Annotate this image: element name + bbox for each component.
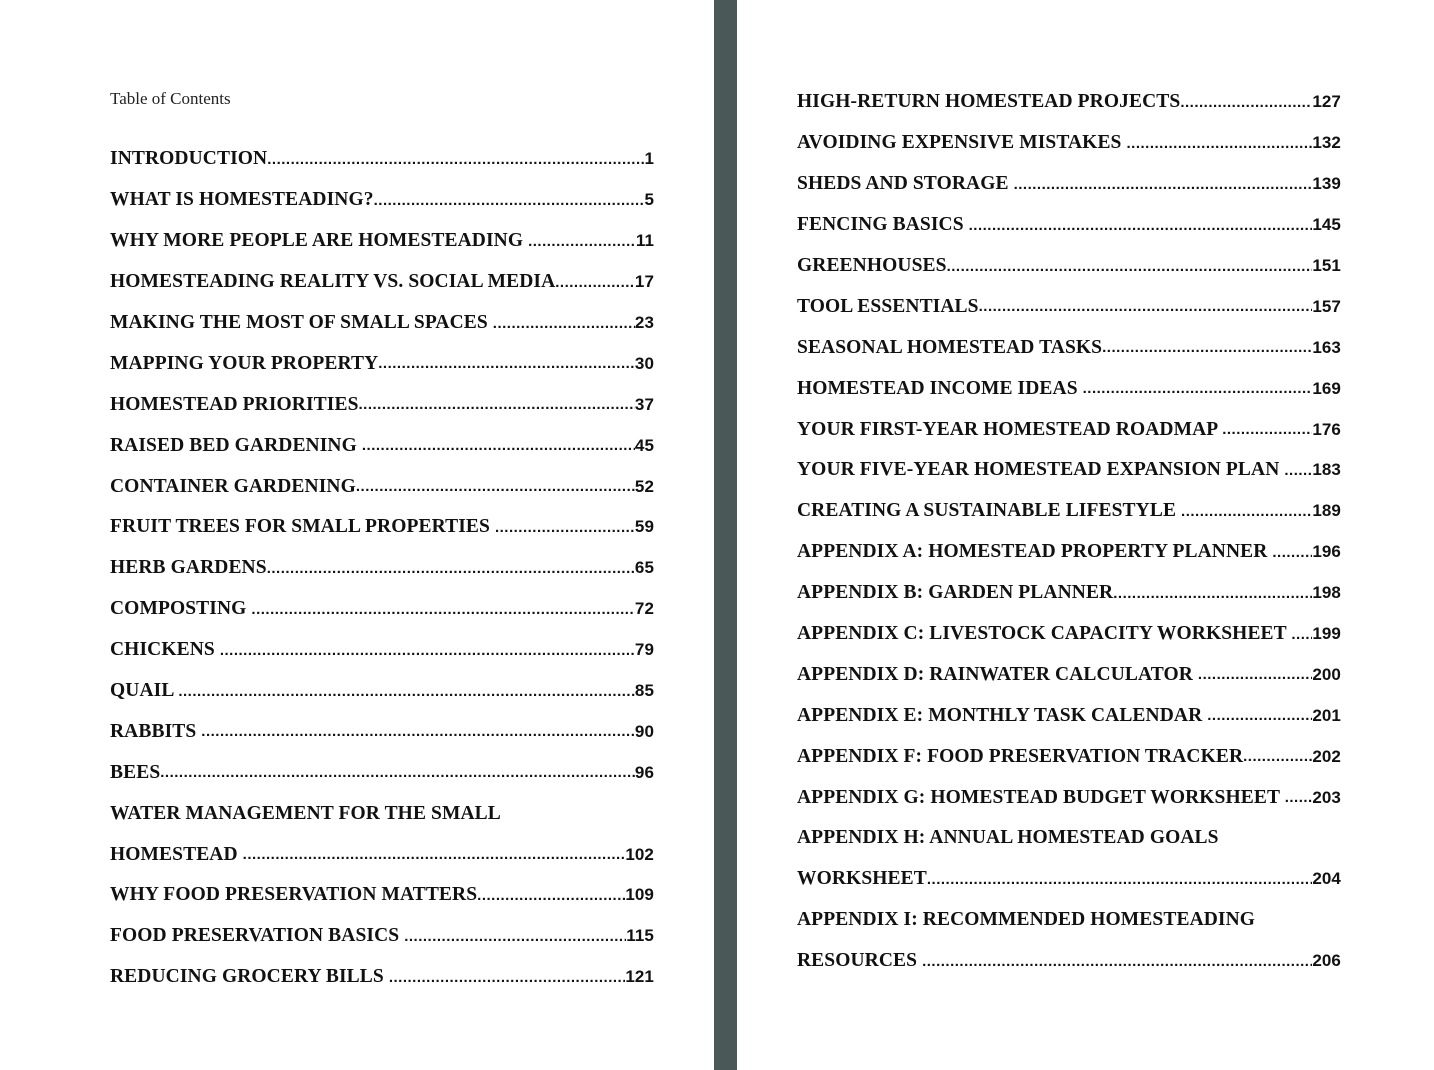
toc-dot-leader	[555, 274, 635, 291]
toc-entry[interactable]	[797, 900, 1341, 941]
toc-entry[interactable]	[110, 548, 654, 589]
toc-list-left	[110, 139, 654, 998]
toc-dot-leader	[1285, 789, 1313, 806]
toc-entry-title: HOMESTEAD PRIORITIES	[110, 393, 359, 415]
toc-dot-leader	[178, 683, 635, 700]
toc-entry-page-number: 90	[634, 721, 654, 741]
toc-entry[interactable]	[110, 384, 654, 425]
toc-entry[interactable]	[797, 286, 1341, 327]
toc-entry[interactable]	[797, 818, 1341, 859]
toc-dot-leader	[160, 764, 635, 781]
toc-entry-page-number: 72	[634, 599, 654, 619]
toc-entry-page-number: 109	[625, 885, 654, 905]
toc-entry-page-number: 17	[634, 272, 654, 292]
toc-entry-title: WORKSHEET	[797, 868, 927, 890]
toc-entry-page-number: 204	[1312, 869, 1341, 889]
toc-entry-title: WATER MANAGEMENT FOR THE SMALL	[110, 802, 501, 824]
toc-entry[interactable]	[797, 941, 1341, 982]
toc-entry[interactable]	[110, 180, 654, 221]
toc-entry-page-number: 183	[1312, 460, 1341, 480]
right-page	[737, 0, 1434, 1070]
toc-dot-leader	[1126, 135, 1312, 152]
toc-entry[interactable]	[797, 368, 1341, 409]
toc-entry[interactable]	[110, 711, 654, 752]
toc-entry-title: TOOL ESSENTIALS	[797, 295, 979, 317]
toc-entry[interactable]	[110, 425, 654, 466]
toc-entry-title: BEES	[110, 761, 161, 783]
toc-entry-page-number: 196	[1312, 542, 1341, 562]
toc-dot-leader	[1083, 380, 1313, 397]
toc-entry-page-number: 200	[1312, 664, 1341, 684]
toc-entry-title: APPENDIX D: RAINWATER CALCULATOR	[797, 663, 1198, 685]
toc-dot-leader	[1113, 585, 1312, 602]
toc-entry[interactable]	[797, 123, 1341, 164]
toc-entry[interactable]	[797, 82, 1341, 123]
toc-entry-title: FENCING BASICS	[797, 214, 969, 236]
toc-entry[interactable]	[797, 164, 1341, 205]
toc-entry-page-number: 45	[634, 435, 654, 455]
toc-entry-page-number: 169	[1312, 378, 1341, 398]
toc-dot-leader	[404, 928, 626, 945]
toc-entry[interactable]	[110, 671, 654, 712]
toc-entry-page-number: 127	[1312, 92, 1341, 112]
toc-dot-leader	[359, 396, 635, 413]
toc-entry-title: SHEDS AND STORAGE	[797, 173, 1014, 195]
toc-entry-page-number: 37	[634, 394, 654, 414]
toc-entry[interactable]	[110, 916, 654, 957]
toc-entry-page-number: 176	[1312, 419, 1341, 439]
toc-entry[interactable]	[110, 589, 654, 630]
toc-entry-title: HOMESTEAD INCOME IDEAS	[797, 377, 1083, 399]
toc-entry-title: MAPPING YOUR PROPERTY	[110, 352, 379, 374]
toc-entry-title: APPENDIX E: MONTHLY TASK CALENDAR	[797, 704, 1208, 726]
toc-dot-leader	[201, 723, 635, 740]
toc-dot-leader	[267, 560, 635, 577]
toc-entry-title: INTRODUCTION	[110, 148, 268, 170]
toc-entry-page-number: 11	[635, 231, 654, 251]
toc-entry[interactable]	[110, 630, 654, 671]
toc-entry-title: HOMESTEADING REALITY VS. SOCIAL MEDIA	[110, 271, 556, 293]
toc-entry-title: APPENDIX C: LIVESTOCK CAPACITY WORKSHEET	[797, 623, 1292, 645]
toc-entry-title: YOUR FIRST-YEAR HOMESTEAD ROADMAP	[797, 418, 1223, 440]
toc-entry[interactable]	[110, 221, 654, 262]
toc-entry[interactable]	[110, 139, 654, 180]
toc-entry-page-number: 115	[626, 926, 654, 946]
toc-entry[interactable]	[797, 450, 1341, 491]
toc-entry-page-number: 121	[625, 967, 654, 987]
toc-entry-page-number: 163	[1312, 337, 1341, 357]
toc-entry[interactable]	[797, 491, 1341, 532]
toc-dot-leader	[495, 519, 635, 536]
toc-entry-title: APPENDIX I: RECOMMENDED HOMESTEADING	[797, 909, 1256, 931]
toc-entry-page-number: 139	[1312, 174, 1341, 194]
toc-entry[interactable]	[797, 859, 1341, 900]
toc-entry-page-number: 85	[634, 681, 654, 701]
toc-entry-page-number: 206	[1312, 951, 1341, 971]
toc-entry[interactable]	[110, 507, 654, 548]
toc-entry-page-number: 1	[644, 149, 654, 169]
toc-entry-title: REDUCING GROCERY BILLS	[110, 966, 389, 988]
toc-entry-title: APPENDIX B: GARDEN PLANNER	[797, 582, 1114, 604]
toc-dot-leader	[1222, 421, 1312, 438]
toc-entry-page-number: 132	[1312, 133, 1341, 153]
toc-entry-title: CREATING A SUSTAINABLE LIFESTYLE	[797, 500, 1182, 522]
toc-entry-title: APPENDIX H: ANNUAL HOMESTEAD GOALS	[797, 827, 1219, 849]
toc-dot-leader	[1272, 544, 1312, 561]
toc-dot-leader	[220, 642, 635, 659]
toc-entry[interactable]	[110, 752, 654, 793]
toc-dot-leader	[1207, 707, 1312, 724]
toc-dot-leader	[477, 887, 625, 904]
toc-entry-title: APPENDIX A: HOMESTEAD PROPERTY PLANNER	[797, 541, 1273, 563]
toc-dot-leader	[378, 355, 635, 372]
book-gutter	[714, 0, 737, 1070]
toc-dot-leader	[947, 258, 1313, 275]
toc-entry-title: RESOURCES	[797, 950, 923, 972]
toc-dot-leader	[374, 192, 645, 209]
toc-dot-leader	[356, 478, 635, 495]
toc-entry[interactable]	[110, 343, 654, 384]
toc-dot-leader	[1284, 462, 1312, 479]
toc-entry[interactable]	[797, 695, 1341, 736]
toc-entry[interactable]	[110, 303, 654, 344]
toc-entry-title: APPENDIX G: HOMESTEAD BUDGET WORKSHEET	[797, 786, 1285, 808]
toc-dot-leader	[389, 969, 626, 986]
toc-entry-page-number: 199	[1312, 624, 1341, 644]
toc-entry-title: FRUIT TREES FOR SMALL PROPERTIES	[110, 516, 495, 538]
toc-dot-leader	[528, 233, 636, 250]
toc-dot-leader	[493, 315, 635, 332]
toc-dot-leader	[1291, 626, 1312, 643]
toc-entry[interactable]	[110, 875, 654, 916]
toc-entry[interactable]	[797, 205, 1341, 246]
toc-entry-title: COMPOSTING	[110, 598, 252, 620]
toc-entry-page-number: 201	[1312, 705, 1341, 725]
toc-entry-page-number: 102	[625, 844, 654, 864]
toc-entry[interactable]	[797, 409, 1341, 450]
toc-entry-title: HIGH-RETURN HOMESTEAD PROJECTS	[797, 91, 1181, 113]
toc-entry-title: HOMESTEAD	[110, 843, 243, 865]
toc-dot-leader	[1243, 748, 1312, 765]
toc-entry-page-number: 202	[1312, 746, 1341, 766]
toc-entry-title: RABBITS	[110, 720, 202, 742]
toc-entry-title: APPENDIX F: FOOD PRESERVATION TRACKER	[797, 745, 1244, 767]
toc-entry-title: WHY MORE PEOPLE ARE HOMESTEADING	[110, 230, 529, 252]
toc-entry-page-number: 59	[634, 517, 654, 537]
toc-entry-page-number: 65	[634, 558, 654, 578]
toc-entry-title: GREENHOUSES	[797, 255, 947, 276]
toc-entry-page-number: 52	[634, 476, 654, 496]
toc-entry[interactable]	[110, 793, 654, 834]
toc-entry[interactable]	[797, 246, 1341, 287]
toc-entry-page-number: 96	[634, 762, 654, 782]
toc-entry-title: AVOIDING EXPENSIVE MISTAKES	[797, 132, 1127, 154]
toc-entry-title: YOUR FIVE-YEAR HOMESTEAD EXPANSION PLAN	[797, 459, 1285, 481]
toc-dot-leader	[1198, 666, 1312, 683]
toc-dot-leader	[969, 217, 1313, 234]
toc-entry-page-number: 151	[1312, 256, 1341, 275]
toc-entry[interactable]	[797, 327, 1341, 368]
toc-entry[interactable]	[797, 573, 1341, 614]
toc-entry[interactable]	[797, 777, 1341, 818]
toc-dot-leader	[979, 298, 1313, 315]
toc-entry-page-number: 198	[1312, 583, 1341, 603]
toc-entry[interactable]	[110, 466, 654, 507]
toc-dot-leader	[1181, 503, 1312, 520]
toc-entry-title: MAKING THE MOST OF SMALL SPACES	[110, 312, 493, 333]
toc-entry-title: FOOD PRESERVATION BASICS	[110, 925, 405, 947]
toc-entry[interactable]	[797, 532, 1341, 573]
toc-entry-page-number: 145	[1312, 215, 1341, 235]
toc-dot-leader	[1014, 176, 1313, 193]
toc-entry-title: HERB GARDENS	[110, 557, 267, 579]
toc-entry[interactable]	[797, 654, 1341, 695]
toc-entry[interactable]	[110, 834, 654, 875]
left-page	[0, 0, 714, 1070]
toc-dot-leader	[922, 953, 1312, 970]
toc-dot-leader	[1102, 339, 1312, 356]
toc-entry-page-number: 203	[1312, 787, 1341, 807]
toc-entry[interactable]	[797, 736, 1341, 777]
toc-entry[interactable]	[110, 262, 654, 303]
toc-entry-title: CONTAINER GARDENING	[110, 475, 356, 497]
toc-entry-title: CHICKENS	[110, 639, 220, 661]
toc-entry-title: QUAIL	[110, 680, 179, 702]
toc-entry-page-number: 189	[1312, 501, 1341, 521]
toc-entry-title: WHAT IS HOMESTEADING?	[110, 189, 374, 211]
toc-dot-leader	[243, 846, 626, 863]
toc-list-right	[797, 82, 1341, 982]
toc-entry-title: SEASONAL HOMESTEAD TASKS	[797, 336, 1103, 358]
toc-entry-page-number: 79	[634, 640, 654, 660]
toc-dot-leader	[267, 151, 644, 168]
toc-entry-title: RAISED BED GARDENING	[110, 434, 362, 456]
toc-entry-title: WHY FOOD PRESERVATION MATTERS	[110, 884, 478, 906]
toc-entry[interactable]	[797, 614, 1341, 655]
toc-entry-page-number: 5	[644, 190, 654, 210]
toc-entry-page-number: 157	[1312, 296, 1341, 316]
toc-entry[interactable]	[110, 957, 654, 998]
toc-heading: Table of Contents	[110, 89, 231, 108]
toc-dot-leader	[927, 871, 1312, 888]
toc-dot-leader	[362, 437, 635, 454]
toc-entry-page-number: 23	[634, 313, 654, 332]
toc-dot-leader	[251, 601, 634, 618]
toc-dot-leader	[1180, 94, 1312, 111]
toc-entry-page-number: 30	[634, 353, 654, 373]
